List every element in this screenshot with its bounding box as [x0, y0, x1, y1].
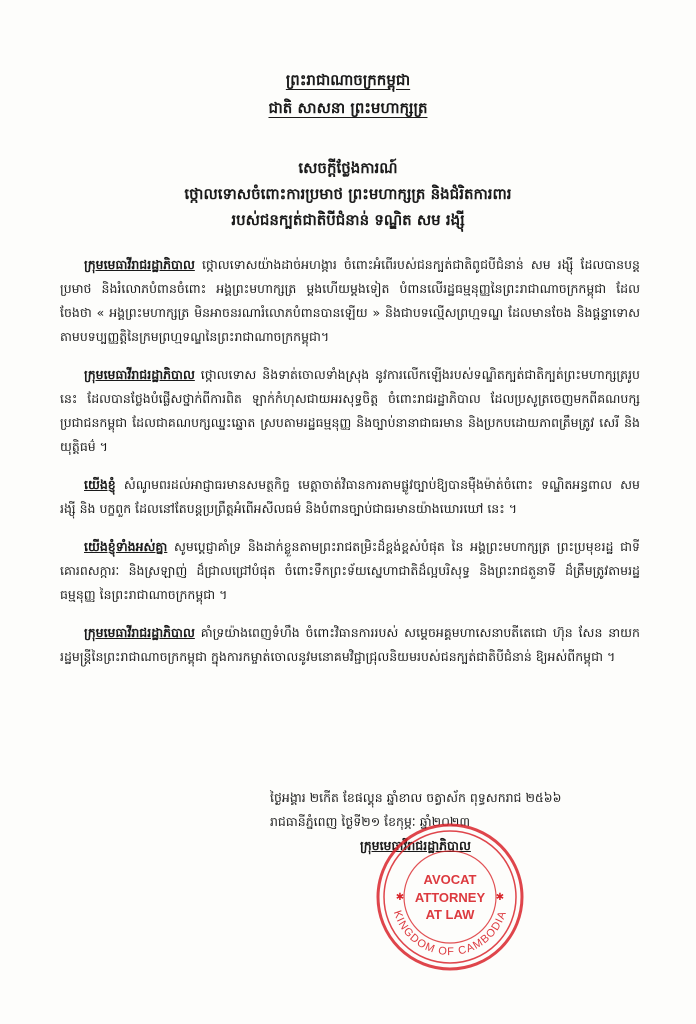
- document-header: [0, 66, 696, 122]
- paragraph-text: ថ្កោលទោសយ៉ាងដាច់អហង្ការ ចំពោះអំពើរបស់ជនក្បត់ជាតិពូជបីជំនាន់ សម រង្ស៊ី ដែលបានបន្តប្រមាថ និងរំលោភបំពានចំពោះ អង្គព្រះមហាក្សត្រ ម្ដងហើយម្ដងទៀត បំពានលើរដ្ឋធម្មនុញ្ញនៃព្រះរាជាណាចក្រកម្ពុជា ដែលចែងថា « អង្គព្រះមហាក្សត្រ មិនអាចនរណារំលោភបំពានបានឡើយ » និងជាបទល្មើសព្រហ្មទណ្ឌ ដែលមានចែង និងផ្ដន្ទាទោស តាមបទប្បញ្ញត្តិនៃក្រមព្រហ្មទណ្ឌនៃព្រះរាជាណាចក្រកម្ពុជា។: [60, 256, 640, 344]
- seal-text-attorney: ATTORNEY: [414, 890, 486, 905]
- seal-star-right: ✱: [495, 892, 505, 903]
- seal-star-left: ✱: [395, 892, 405, 903]
- paragraph-lead: ក្រុមមេធាវីរាជរដ្ឋាភិបាល: [84, 366, 195, 382]
- title-line-1: សេចក្ដីថ្លែងការណ៍: [298, 159, 398, 177]
- title-line-3: របស់ជនក្បត់ជាតិបីជំនាន់ ទណ្ឌិត សម រង្ស៊ី: [231, 211, 465, 229]
- signer-name: ក្រុមមេធាវីរាជរដ្ឋាភិបាល: [360, 838, 471, 853]
- official-seal: [375, 822, 525, 972]
- paragraph-1: [60, 253, 640, 349]
- paragraph-text: សំណូមពរដល់អាជ្ញាធរមានសមត្ថកិច្ច មេត្តាចាត់វិធានការតាមផ្លូវច្បាប់ឱ្យបានម៉ឺងម៉ាត់ចំពោះ ទណ្ឌិតអន្ធពាល សម រង្ស៊ី និង បក្ខពួក ដែលនៅតែបន្តប្រព្រឹត្តអំពើអសីលធម៌ និងបំពានច្បាប់ជាធរមានយ៉ាងឃោរឃៅ នេះ ។: [60, 476, 640, 516]
- paragraph-3: [60, 473, 640, 521]
- paragraph-text: គាំទ្រយ៉ាងពេញទំហឹង ចំពោះវិធានការរបស់ សម្ដេចអគ្គមហាសេនាបតីតេជោ ហ៊ុន សែន នាយករដ្ឋមន្ត្រីនៃព្រះរាជាណាចក្រកម្ពុជា ក្នុងការកម្ចាត់ចោលនូវមនោគមវិជ្ជាជ្រុលនិយមរបស់ជនក្បត់ជាតិបីជំនាន់ ឱ្យអស់ពីកម្ពុជា ។: [60, 624, 640, 664]
- paragraph-lead: ក្រុមមេធាវីរាជរដ្ឋាភិបាល: [84, 624, 195, 640]
- statement-title: [0, 155, 696, 233]
- paragraph-text: សូមប្ដេជ្ញាគាំទ្រ និងដាក់ខ្លួនតាមព្រះរាជតម្រិះដ៏ខ្ពង់ខ្ពស់បំផុត នៃ អង្គព្រះមហាក្សត្រ ព្រះប្រមុខរដ្ឋ ជាទីគោរពសក្ការៈ និងស្រឡាញ់ ដ៏ជ្រាលជ្រៅបំផុត ចំពោះទឹកព្រះទ័យស្នេហាជាតិដ៏ល្អបរិសុទ្ធ និងព្រះរាជតួនាទី ដ៏ត្រឹមត្រូវតាមរដ្ឋធម្មនុញ្ញ នៃព្រះរាជាណាចក្រកម្ពុជា ។: [60, 538, 640, 602]
- seal-text-at-law: AT LAW: [425, 907, 475, 922]
- paragraph-lead: យើងខ្ញុំទាំងអស់គ្នា: [84, 538, 168, 554]
- paragraph-lead: ក្រុមមេធាវីរាជរដ្ឋាភិបាល: [84, 256, 195, 272]
- paragraph-text: ថ្កោលទោស និងទាត់ចោលទាំងស្រុង នូវការលើកឡើងរបស់ទណ្ឌិតក្បត់ជាតិក្បត់ព្រះមហាក្សត្ររូបនេះ ដែលបានថ្លែងបំផ្លើសថ្នាក់ពីការពិត ឡាក់កំហុសជាយអរសុទ្ធចិត្ត ចំពោះរាជរដ្ឋាភិបាល ដែលប្រសូត្រចេញមកពីគណបក្សប្រជាជនកម្ពុជា ដែលជាគណបក្សឈ្នះឆ្នោត ស្របតាមរដ្ឋធម្មនុញ្ញ និងច្បាប់នានាជាធរមាន និងប្រកបដោយភាពត្រឹមត្រូវ សេរី និងយុត្តិធម៌ ។: [60, 366, 640, 454]
- solar-date: រាជធានីភ្នំពេញ ថ្ងៃទី២១ ខែកុម្ភៈ ឆ្នាំ២០២៣: [270, 814, 471, 829]
- lunar-date: ថ្ងៃអង្គារ ២កើត ខែផល្គុន ឆ្នាំខាល ចត្វាស័ក ពុទ្ធសករាជ ២៥៦៦: [270, 790, 562, 805]
- seal-text-avocat: AVOCAT: [423, 872, 477, 887]
- seal-ring-text: KINGDOM OF CAMBODIA: [390, 909, 510, 959]
- statement-body: [60, 240, 640, 683]
- paragraph-4: [60, 535, 640, 607]
- paragraph-5: [60, 621, 640, 669]
- paragraph-2: [60, 363, 640, 459]
- title-line-2: ថ្កោលទោសចំពោះការប្រមាថ ព្រះមហាក្សត្រ និងជំរិតការពារ: [184, 185, 512, 203]
- kingdom-heading: ព្រះរាជាណាចក្រកម្ពុជា: [285, 71, 411, 89]
- national-motto: ជាតិ សាសនា ព្រះមហាក្សត្រ: [268, 99, 428, 117]
- paragraph-lead: យើងខ្ញុំ: [84, 476, 116, 492]
